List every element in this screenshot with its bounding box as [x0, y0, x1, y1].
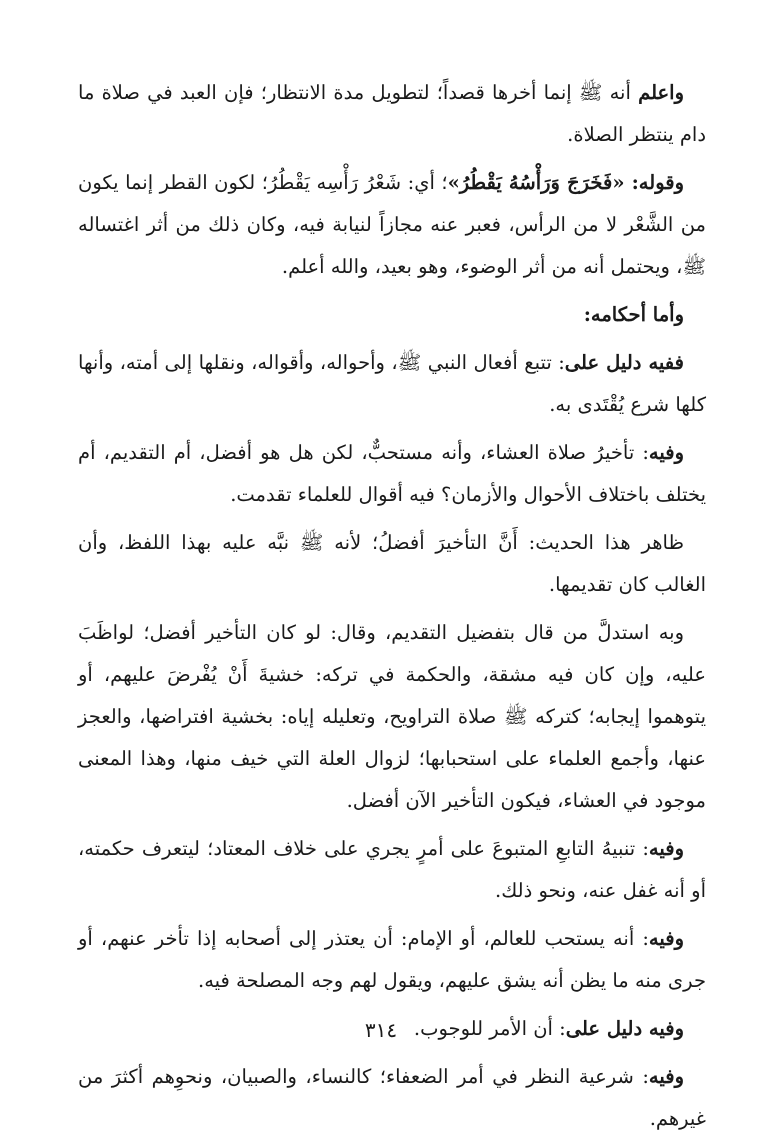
paragraph-10-lead: وفيه	[648, 1065, 684, 1088]
paragraph-5	[78, 522, 706, 606]
paragraph-8-text: : أنه يستحب للعالم، أو الإمام: أن يعتذر إلى أصحابه إذا تأخر عنهم، أو جرى منه ما يظن أنه يشق عليهم، ويقول لهم وجه المصلحة فيه.	[78, 927, 706, 992]
paragraph-3-lead: ففيه دليل على	[564, 351, 684, 374]
paragraph-10	[78, 1056, 706, 1140]
paragraph-1-text: أنه ﷺ إنما أخرها قصداً؛ لتطويل مدة الانتظار؛ فإن العبد في صلاة ما دام ينتظر الصلاة.	[78, 81, 706, 146]
section-heading-lead: وأما أحكامه:	[583, 303, 684, 326]
paragraph-2-lead: وقوله: «فَخَرَجَ وَرَأْسُهُ يَقْطُرُ»	[447, 171, 685, 194]
paragraph-9-text: : أن الأمر للوجوب.	[413, 1017, 566, 1040]
paragraph-8	[78, 918, 706, 1002]
paragraph-4-text: : تأخيرُ صلاة العشاء، وأنه مستحبٌّ، لكن هل هو أفضل، أم التقديم، أم يختلف باختلاف الأحوال والأزمان؟ فيه أقوال للعلماء تقدمت.	[78, 441, 706, 506]
paragraph-2-text: ؛ أي: شَعْرُ رَأْسِه يَقْطُرُ؛ لكون القطر إنما يكون من الشَّعْر لا من الرأس، فعبر عنه مجازاً لنيابة فيه، وكان ذلك من أثر اغتساله ﷺ، ويحتمل أنه من أثر الوضوء، وهو بعيد، والله أعلم.	[78, 171, 706, 278]
paragraph-1	[78, 72, 706, 156]
paragraph-7-text: : تنبيهُ التابعِ المتبوعَ على أمرٍ يجري على خلاف المعتاد؛ ليتعرف حكمته، أو أنه غفل عنه، ونحو ذلك.	[78, 837, 706, 902]
paragraph-7-lead: وفيه	[648, 837, 684, 860]
paragraph-4	[78, 432, 706, 516]
paragraph-5-text: ظاهر هذا الحديث: أَنَّ التأخيرَ أفضلُ؛ لأنه ﷺ نبَّه عليه بهذا اللفظ، وأن الغالب كان تقديمها.	[78, 531, 706, 596]
paragraph-6-text: وبه استدلَّ من قال بتفضيل التقديم، وقال: لو كان التأخير أفضل؛ لواظَبَ عليه، وإن كان فيه مشقة، والحكمة في تركه: خشيةَ أَنْ يُفْرضَ عليهم، أو يتوهموا إيجابه؛ كتركه ﷺ صلاة التراويح، وتعليله إياه: بخشية افتراضها، والعجز عنها، وأجمع العلماء على استحبابها؛ لزوال العلة التي خيف منها، وهذا المعنى موجود في العشاء، فيكون التأخير الآن أفضل.	[78, 621, 706, 812]
paragraph-9-lead: وفيه دليل على	[565, 1017, 684, 1040]
paragraph-6	[78, 612, 706, 822]
paragraph-2	[78, 162, 706, 288]
section-heading	[78, 294, 706, 336]
paragraph-3	[78, 342, 706, 426]
paragraph-3-text: : تتبع أفعال النبي ﷺ، وأحواله، وأقواله، ونقلها إلى أمته، وأنها كلها شرع يُقْتَدى به.	[78, 351, 706, 416]
paragraph-4-lead: وفيه	[648, 441, 684, 464]
page-body	[78, 72, 706, 1146]
paragraph-10-text: : شرعية النظر في أمر الضعفاء؛ كالنساء، والصبيان، ونحوِهم أكثرَ من غيرهم.	[78, 1065, 706, 1130]
paragraph-8-lead: وفيه	[648, 927, 684, 950]
page-number: ٣١٤	[364, 1018, 398, 1042]
paragraph-1-lead: واعلم	[638, 81, 684, 104]
paragraph-7	[78, 828, 706, 912]
